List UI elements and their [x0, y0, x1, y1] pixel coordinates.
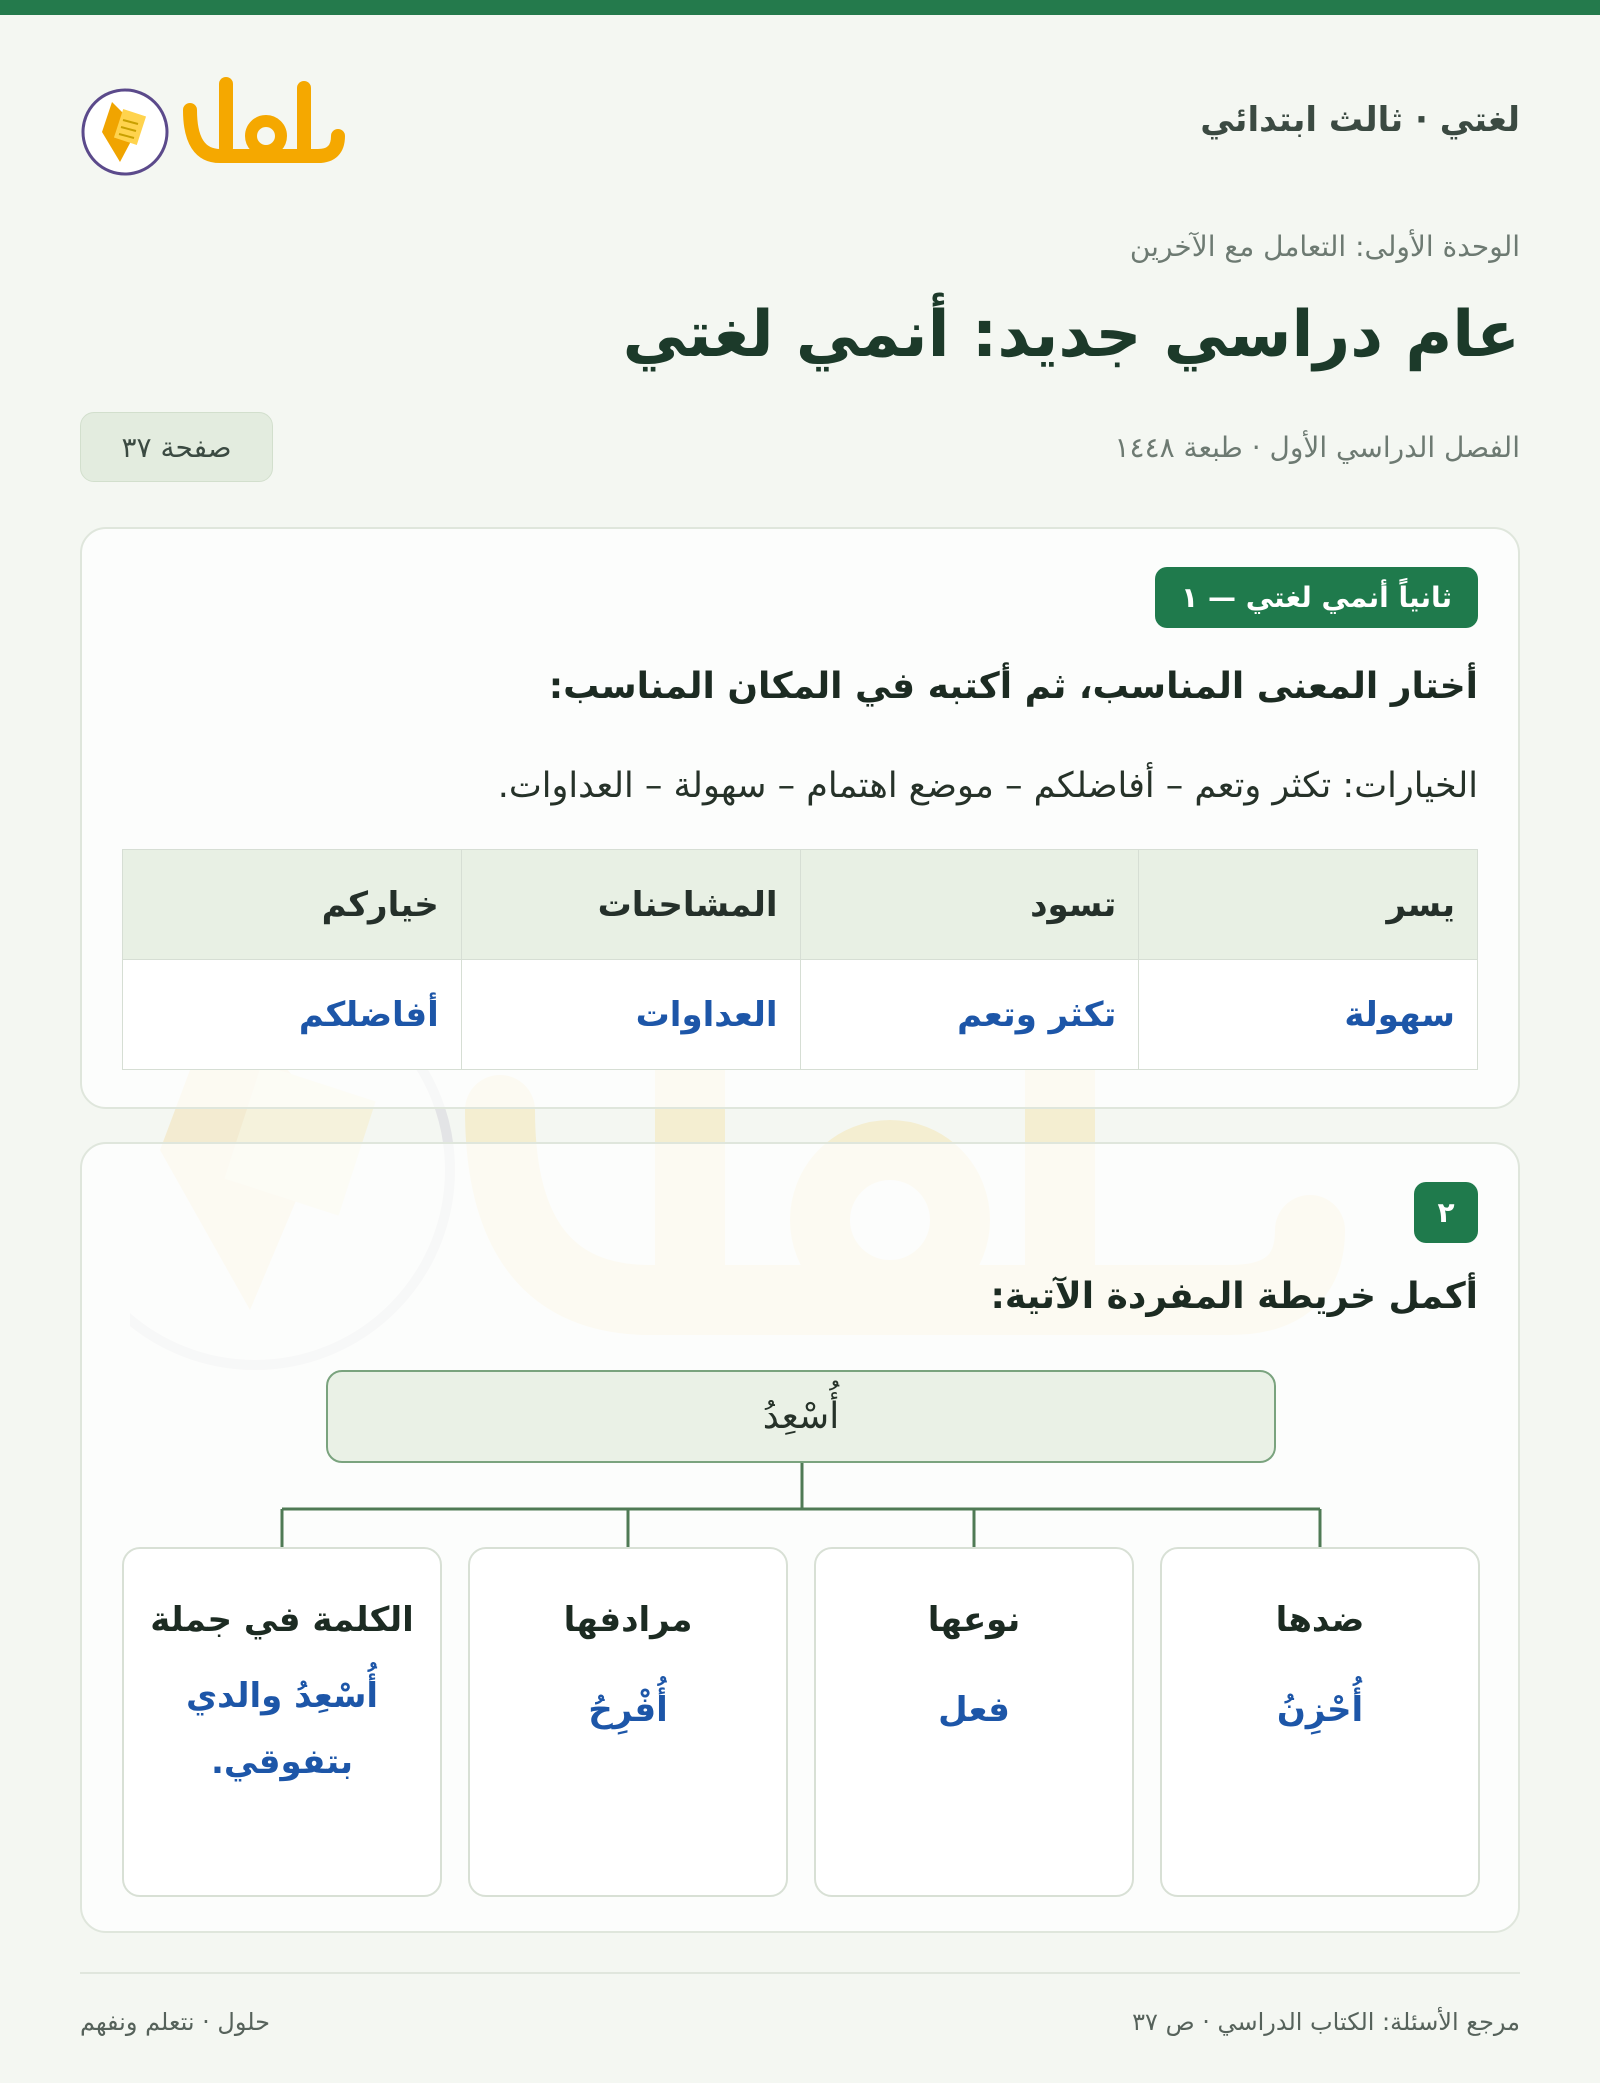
answer-cell: تكثر وتعم [800, 960, 1139, 1070]
type-box [814, 1547, 1134, 1897]
word-cell: يسر [1139, 850, 1478, 960]
footer-slogan: حلول · نتعلم ونفهم [80, 2008, 270, 2036]
question-text: أكمل خريطة المفردة الآتية: [990, 1276, 1478, 1317]
box-answer: أُفْرِحُ [588, 1690, 668, 1730]
word-cell: خياركم [123, 850, 462, 960]
vocabulary-exercise-card [80, 527, 1520, 1109]
section-number-pill: ٢ [1414, 1182, 1478, 1243]
semester-edition: الفصل الدراسي الأول · طبعة ١٤٤٨ [1114, 431, 1520, 464]
box-label: مرادفها [563, 1600, 693, 1640]
word-cell: المشاحنات [461, 850, 800, 960]
table-answer-row [123, 960, 1478, 1070]
answer-cell: سهولة [1139, 960, 1478, 1070]
hulul-logo [80, 66, 360, 176]
top-accent-bar [0, 0, 1600, 15]
page-number-badge: صفحة ٣٧ [80, 412, 273, 482]
box-answer: فعل [938, 1690, 1010, 1730]
box-label: الكلمة في جملة [150, 1600, 414, 1640]
box-answer: أُسْعِدُ والدي بتفوقي. [185, 1676, 379, 1782]
box-label: نوعها [927, 1600, 1021, 1640]
question-text: أختار المعنى المناسب، ثم أكتبه في المكان المناسب: [548, 666, 1478, 707]
center-word-box: أُسْعِدُ [326, 1370, 1276, 1463]
page-title: عام دراسي جديد: أنمي لغتي [622, 298, 1520, 372]
box-label: ضدها [1275, 1600, 1365, 1640]
answer-cell: أفاضلكم [123, 960, 462, 1070]
footer-divider [80, 1972, 1520, 1974]
footer-reference: مرجع الأسئلة: الكتاب الدراسي · ص ٣٧ [1132, 2008, 1520, 2036]
section-pill: ثانياً أنمي لغتي — ١ [1155, 567, 1478, 628]
subject-grade-title: لغتي · ثالث ابتدائي [1200, 100, 1520, 140]
word-cell: تسود [800, 850, 1139, 960]
vocabulary-table [122, 849, 1478, 1070]
box-answer: أُحْزِنُ [1276, 1690, 1364, 1730]
synonym-box [468, 1547, 788, 1897]
opposite-box [1160, 1547, 1480, 1897]
answer-cell: العداوات [461, 960, 800, 1070]
word-map-card [80, 1142, 1520, 1933]
options-list: الخيارات: تكثر وتعم – أفاضلكم – موضع اهتمام – سهولة – العداوات. [497, 766, 1478, 806]
table-header-row [123, 850, 1478, 960]
page-header [80, 66, 1520, 176]
sentence-box [122, 1547, 442, 1897]
hulul-logo-icon [80, 66, 360, 176]
unit-label: الوحدة الأولى: التعامل مع الآخرين [1129, 230, 1520, 263]
